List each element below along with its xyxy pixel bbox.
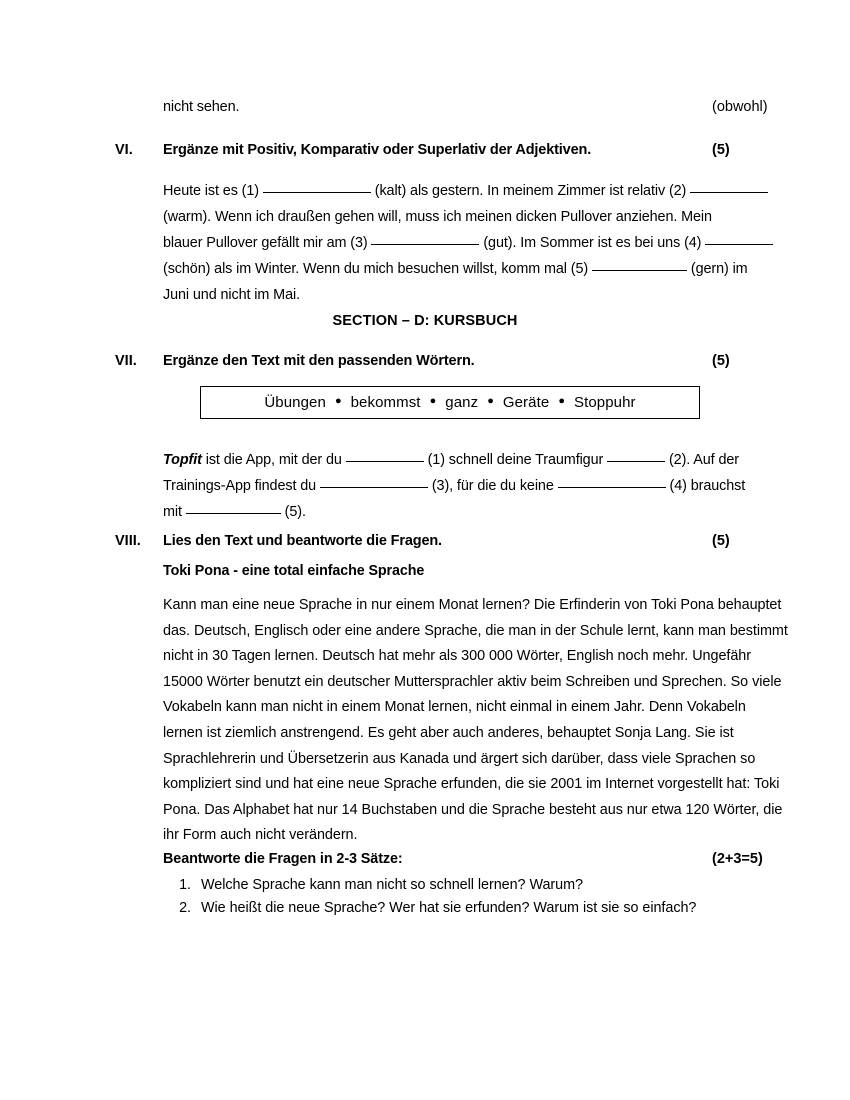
word-bank-list xyxy=(255,394,644,411)
list-item xyxy=(163,897,803,920)
answer-question-list xyxy=(163,874,803,920)
question-number: 2. xyxy=(179,900,191,916)
word-bank-separator: ● xyxy=(334,395,342,407)
question-viii-marks: (5) xyxy=(712,533,730,549)
topfit-app-name: Topfit xyxy=(163,452,202,468)
question-vi-title: Ergänze mit Positiv, Komparativ oder Superlativ der Adjektiven. xyxy=(163,142,592,158)
vii-blank-5[interactable] xyxy=(186,500,281,514)
vi-line4-b: (gern) im xyxy=(686,261,748,277)
vi-blank-4[interactable] xyxy=(705,231,773,245)
vii-text-c: (2). Auf der xyxy=(665,452,739,468)
vi-line3-b: (gut). Im Sommer ist es bei uns (4) xyxy=(479,235,706,251)
question-viii-heading xyxy=(115,533,442,549)
question-number: 1. xyxy=(179,877,191,893)
question-vii-body xyxy=(163,447,788,525)
word-bank-item: Geräte xyxy=(502,394,550,411)
vi-blank-2[interactable] xyxy=(690,179,768,193)
vii-text-b: (1) schnell deine Traumfigur xyxy=(423,452,608,468)
word-bank-box xyxy=(200,386,700,419)
vii-blank-2[interactable] xyxy=(607,448,665,462)
word-bank-item: ganz xyxy=(445,394,479,411)
vi-line1-a: Heute ist es (1) xyxy=(163,183,263,199)
list-item xyxy=(163,874,803,897)
word-bank-item: bekommst xyxy=(350,394,421,411)
question-text: Wie heißt die neue Sprache? Wer hat sie erfunden? Warum ist sie so einfach? xyxy=(201,900,697,916)
reading-passage: Kann man eine neue Sprache in nur einem Monat lernen? Die Erfinderin von Toki Pona behauptet das. Deutsch, Englisch oder eine andere Sprache, die man in der Schule lernt, kann man bestimmt nicht in 30 Tagen lernen. Deutsch hat mehr als 300 000 Wörter, English noch mehr. Ungefähr 15000 Wörter benutzt ein deutscher Muttersprachler aktiv beim Schreiben und Sprechen. So viele Vokabeln kann man nicht in einem Monat lernen, nicht einmal in einem Jahr. Denn Vokabeln lernen ist ziemlich anstrengend. Es geht aber auch anderes, behauptet Sonja Lang. Sie ist Sprachlehrerin und Übersetzerin aus Kanada und ärgert sich darüber, dass viele Sprachen so kompliziert sind und hat eine neue Sprache erfunden, die sie 2001 im Internet vorgestellt hat: Toki Pona. Das Alphabet hat nur 14 Buchstaben und die Sprache besteht aus nur etwa 120 Wörter, die ihr Form auch nicht verändern. xyxy=(163,597,788,844)
question-vi-numeral: VI. xyxy=(115,142,133,158)
vi-line1-b: (kalt) als gestern. In meinem Zimmer ist relativ (2) xyxy=(370,183,691,199)
vii-text-g: mit xyxy=(163,504,186,520)
vii-blank-3[interactable] xyxy=(320,474,428,488)
question-viii-title: Lies den Text und beantworte die Fragen. xyxy=(163,533,442,549)
vii-text-d: Trainings-App findest du xyxy=(163,478,320,494)
word-bank-separator: ● xyxy=(429,395,437,407)
vii-blank-4[interactable] xyxy=(558,474,666,488)
question-vi-marks: (5) xyxy=(712,142,730,158)
vii-text-e: (3), für die du keine xyxy=(427,478,558,494)
vi-line3-a: blauer Pullover gefällt mir am (3) xyxy=(163,235,372,251)
vi-blank-1[interactable] xyxy=(263,179,371,193)
question-vii-numeral: VII. xyxy=(115,353,137,369)
answer-instruction-marks: (2+3=5) xyxy=(712,851,763,867)
vi-blank-5[interactable] xyxy=(592,257,687,271)
section-d-heading: SECTION – D: KURSBUCH xyxy=(332,313,518,329)
question-vii-title: Ergänze den Text mit den passenden Wörtern. xyxy=(163,353,475,369)
vi-line2: (warm). Wenn ich draußen gehen will, muss ich meinen dicken Pullover anziehen. Mein xyxy=(163,209,712,225)
vii-blank-1[interactable] xyxy=(346,448,424,462)
question-vi-body xyxy=(163,178,788,308)
word-bank-item: Übungen xyxy=(264,394,326,411)
vi-blank-3[interactable] xyxy=(371,231,479,245)
question-vii-heading xyxy=(115,353,475,369)
question-viii-numeral: VIII. xyxy=(115,533,141,549)
carryover-line xyxy=(163,99,239,115)
carryover-hint: (obwohl) xyxy=(712,99,768,115)
word-bank-item: Stoppuhr xyxy=(573,394,636,411)
vii-text-a: ist die App, mit der du xyxy=(201,452,346,468)
question-vii-marks: (5) xyxy=(712,353,730,369)
carryover-text: nicht sehen. xyxy=(163,99,240,115)
vii-text-h: (5). xyxy=(280,504,306,520)
word-bank-separator: ● xyxy=(558,395,565,407)
reading-text-title: Toki Pona - eine total einfache Sprache xyxy=(163,563,425,579)
question-text: Welche Sprache kann man nicht so schnell lernen? Warum? xyxy=(201,877,583,893)
answer-instruction: Beantworte die Fragen in 2-3 Sätze: xyxy=(163,851,403,867)
vi-line5: Juni und nicht im Mai. xyxy=(163,287,300,303)
vii-text-f: (4) brauchst xyxy=(665,478,746,494)
question-vi-heading xyxy=(115,142,591,158)
word-bank-separator: ● xyxy=(487,395,494,407)
vi-line4-a: (schön) als im Winter. Wenn du mich besuchen willst, komm mal (5) xyxy=(163,261,592,277)
